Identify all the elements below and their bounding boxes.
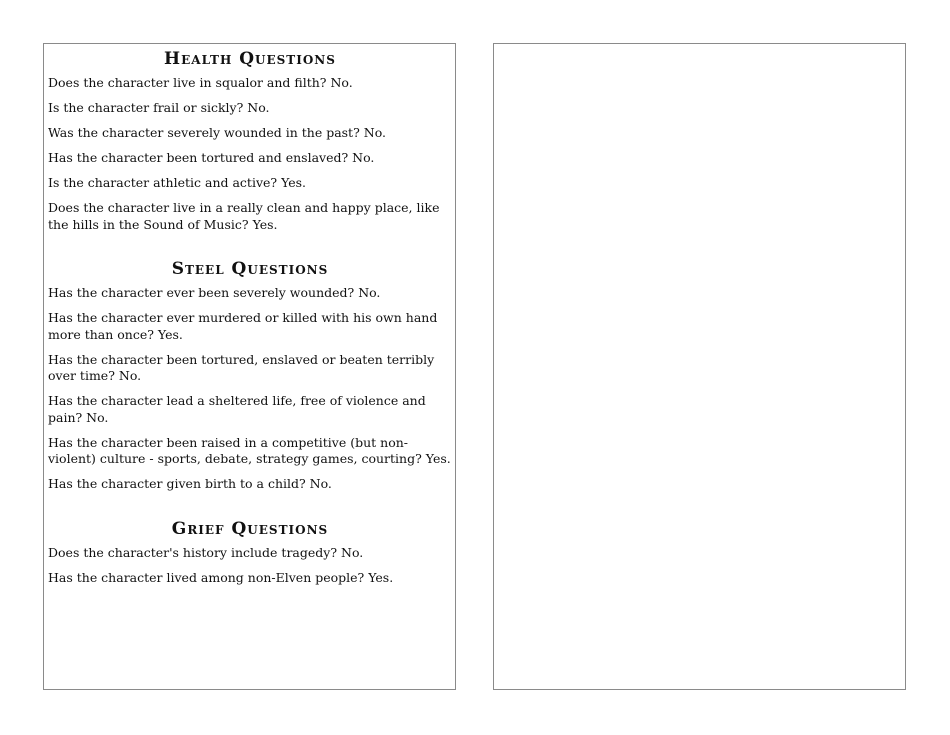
right-card-blank bbox=[493, 43, 906, 690]
steel-question-2: Has the character ever murdered or killed with his own hand more than once? Yes. bbox=[48, 310, 438, 342]
health-section bbox=[48, 48, 452, 233]
health-question-1: Does the character live in squalor and filth? No. bbox=[48, 75, 353, 90]
health-question-4: Has the character been tortured and enslaved? No. bbox=[48, 150, 375, 165]
steel-question-4: Has the character lead a sheltered life, free of violence and pain? No. bbox=[48, 393, 426, 425]
health-question-2: Is the character frail or sickly? No. bbox=[48, 100, 270, 115]
steel-question-5: Has the character been raised in a competitive (but non-violent) culture - sports, debate, strategy games, courting? Yes. bbox=[48, 434, 451, 466]
steel-section-title: Steel Questions bbox=[171, 259, 329, 279]
grief-question-1: Does the character's history include tragedy? No. bbox=[48, 544, 364, 560]
steel-section bbox=[48, 258, 452, 493]
grief-question-2: Has the character lived among non-Elven people? Yes. bbox=[48, 569, 394, 585]
health-section-title: Health Questions bbox=[164, 49, 336, 69]
steel-question-3: Has the character been tortured, enslaved or beaten terribly over time? No. bbox=[48, 351, 435, 383]
steel-question-1: Has the character ever been severely wounded? No. bbox=[48, 285, 381, 300]
health-question-6: Does the character live in a really clean and happy place, like the hills in the Sound of Music? Yes. bbox=[48, 200, 440, 232]
left-card bbox=[43, 43, 456, 690]
grief-section-title: Grief Questions bbox=[171, 518, 329, 539]
health-question-3: Was the character severely wounded in the past? No. bbox=[48, 125, 386, 140]
health-question-5: Is the character athletic and active? Yes. bbox=[48, 175, 307, 190]
steel-question-6: Has the character given birth to a child? No. bbox=[48, 476, 332, 491]
grief-section bbox=[48, 518, 452, 587]
